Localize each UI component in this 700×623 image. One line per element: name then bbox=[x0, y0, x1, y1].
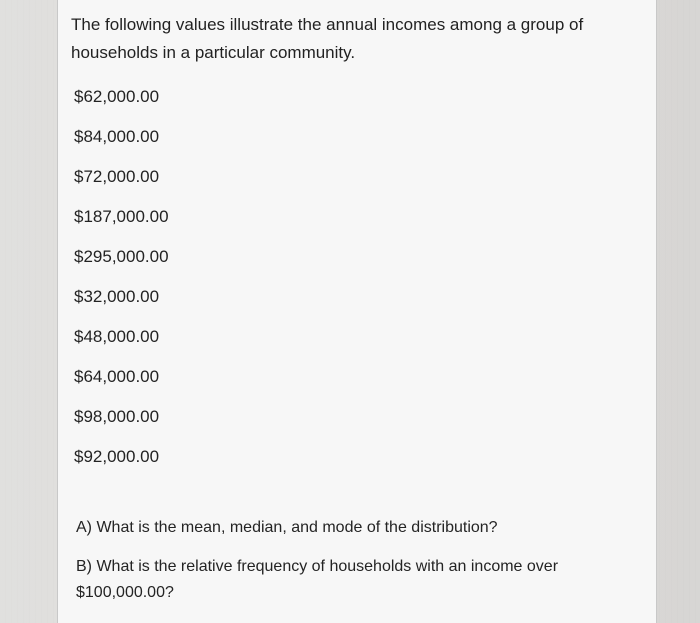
question-b: B) What is the relative frequency of households with an income over $100,000.00? bbox=[76, 558, 559, 601]
question-a: A) What is the mean, median, and mode of the distribution? bbox=[76, 519, 498, 536]
income-value-item: $187,000.00 bbox=[74, 207, 169, 226]
question-list bbox=[76, 515, 636, 606]
income-value-item: $295,000.00 bbox=[74, 247, 169, 266]
income-value-item: $62,000.00 bbox=[74, 87, 160, 106]
income-value-item: $98,000.00 bbox=[74, 407, 160, 426]
income-value-item: $92,000.00 bbox=[74, 447, 160, 466]
question-card bbox=[57, 0, 657, 623]
problem-intro: The following values illustrate the annual incomes among a group of households in a particular community. bbox=[71, 15, 584, 62]
income-value-item: $48,000.00 bbox=[74, 327, 160, 346]
income-value-item: $72,000.00 bbox=[74, 167, 160, 186]
income-value-item: $84,000.00 bbox=[74, 127, 160, 146]
income-value-item: $64,000.00 bbox=[74, 367, 160, 386]
income-value-list bbox=[74, 83, 169, 483]
income-value-item: $32,000.00 bbox=[74, 287, 160, 306]
